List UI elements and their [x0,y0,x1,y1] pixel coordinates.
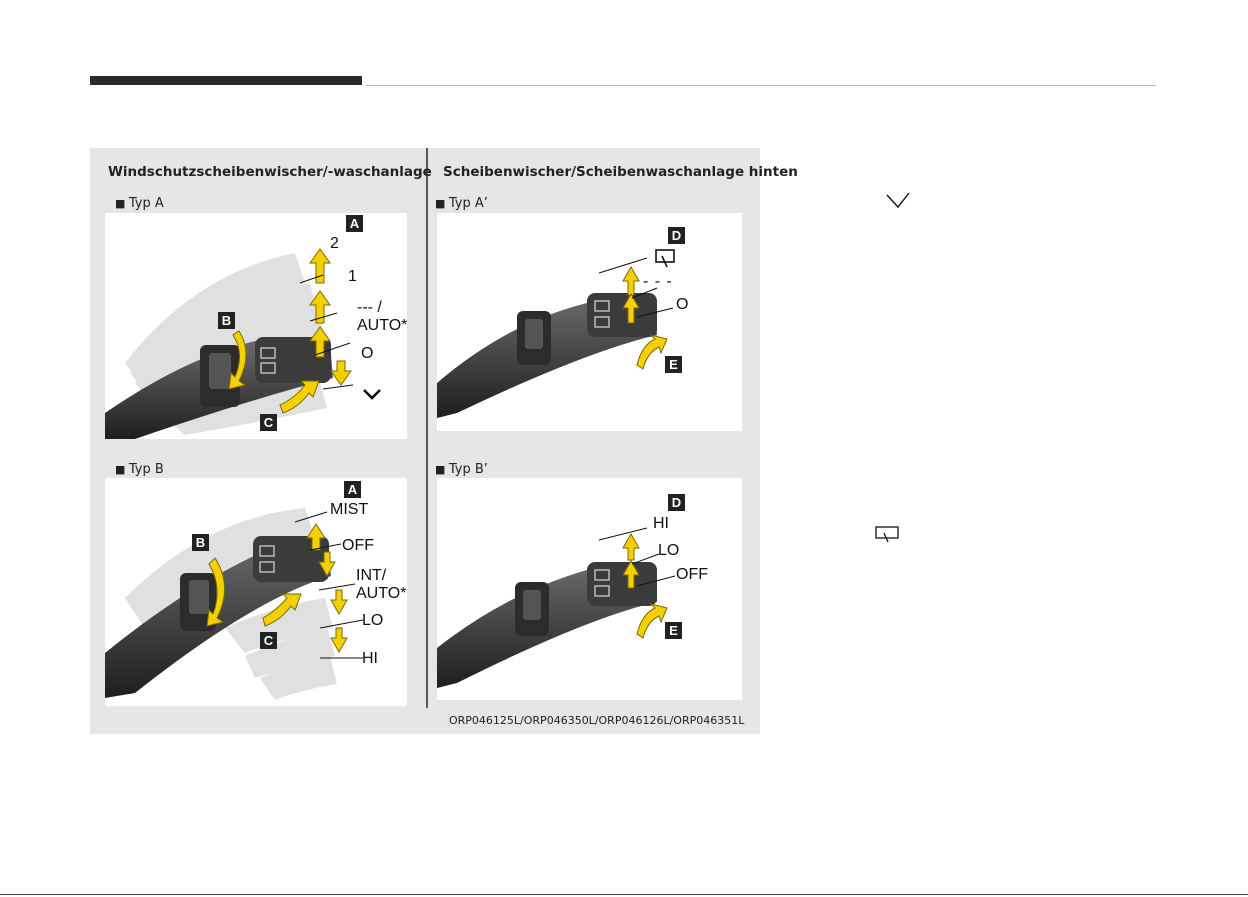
label-pos-1: 1 [348,268,357,285]
typ-a-prime-illustration [437,213,742,431]
rear-wiper-icon [874,525,902,547]
callout-d: D [668,227,685,244]
label-rear-int: - - - [643,273,673,290]
label-rear-off: O [676,296,689,313]
label-hi: HI [362,650,378,667]
typ-b-prime-label: ■ Typ B’ [435,462,488,477]
label-int-b-2: AUTO* [356,585,407,602]
header-rule [366,85,1156,86]
chevron-down-icon [885,191,913,213]
callout-e-b: E [665,622,682,639]
label-int-1: --- / [357,299,382,316]
header-bar [90,76,362,85]
label-rear-hi: HI [653,515,669,532]
callout-e: E [665,356,682,373]
label-rear-off-b: OFF [676,566,708,583]
label-int-b-1: INT/ [356,567,387,584]
rear-wiper-icon [654,248,678,272]
figure-code: ORP046125L/ORP046350L/ORP046126L/ORP046351L [449,714,745,727]
label-off: O [361,345,374,362]
typ-b-prime-illustration [437,478,742,700]
callout-a: A [346,215,363,232]
typ-a-label: ■ Typ A [115,196,164,211]
typ-b-label: ■ Typ B [115,462,164,477]
label-lo: LO [362,612,384,629]
figure-divider [426,148,428,708]
callout-d-b: D [668,494,685,511]
callout-b-b: B [192,534,209,551]
callout-c-b: C [260,632,277,649]
chevron-down-icon [362,386,382,405]
label-pos-2: 2 [330,235,339,252]
label-int-2: AUTO* [357,317,408,334]
label-mist: MIST [330,501,369,518]
label-off-b: OFF [342,537,374,554]
rear-wiper-title: Scheibenwischer/Scheibenwaschanlage hinten [443,164,798,180]
callout-b: B [218,312,235,329]
typ-a-prime-label: ■ Typ A’ [435,196,488,211]
front-wiper-title: Windschutzscheibenwischer/-waschanlage [108,164,432,180]
label-rear-lo: LO [658,542,680,559]
callout-c: C [260,414,277,431]
footer-rule [0,894,1248,895]
callout-a-b: A [344,481,361,498]
